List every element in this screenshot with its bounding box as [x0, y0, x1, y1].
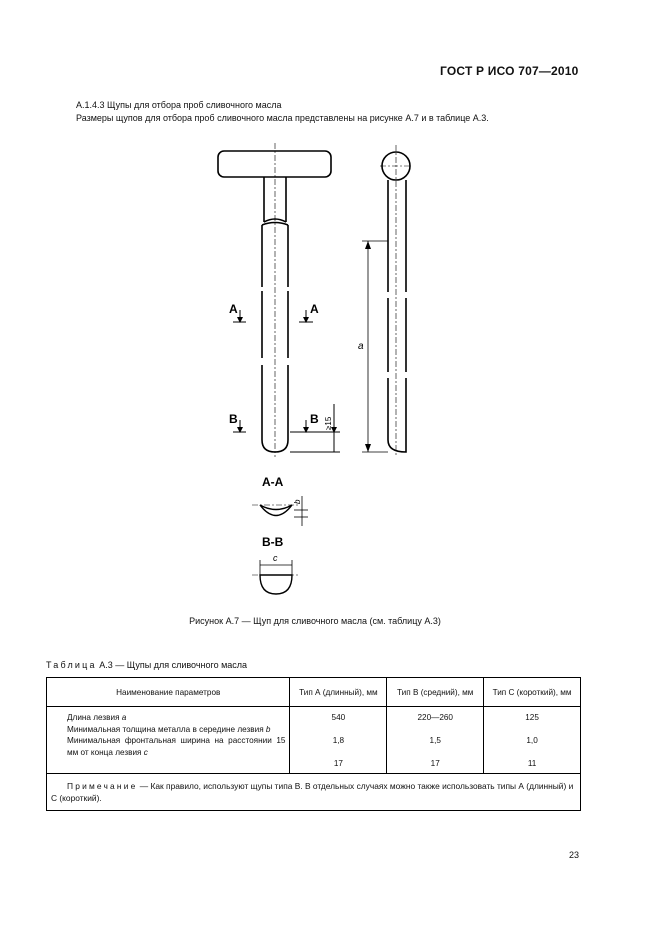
- section-aa-shape: [252, 505, 300, 516]
- section-bb-shape: [252, 575, 300, 594]
- section-text: Размеры щупов для отбора проб сливочного масла представлены на рисунке А.7 и в таблице А.3.: [76, 113, 489, 123]
- header-type-c: Тип С (короткий), мм: [484, 678, 581, 707]
- handle-bar: [218, 151, 331, 177]
- note-text: — Как правило, используют щупы типа В. В отдельных случаях можно также использовать типы А (длинный) и С (короткий).: [51, 780, 574, 803]
- section-heading: А.1.4.3 Щупы для отбора проб сливочного масла: [76, 100, 282, 110]
- section-bb-title: В-В: [262, 535, 284, 549]
- param-length: Длина лезвия а: [67, 713, 127, 722]
- type-c-values: 125 1,0 11: [484, 707, 581, 774]
- table-note: [47, 773, 581, 810]
- header-type-b: Тип В (средний), мм: [387, 678, 484, 707]
- label-b-right: B: [310, 412, 319, 426]
- type-b-values: 220—260 1,5 17: [387, 707, 484, 774]
- dimension-a-lines: [362, 241, 388, 452]
- table-row: [47, 707, 581, 774]
- dimension-b-label: b: [293, 499, 302, 504]
- table-caption-prefix: Таблица: [46, 660, 97, 670]
- table-header-row: [47, 678, 581, 707]
- dimension-a-label: a: [358, 341, 364, 352]
- table-caption: [46, 660, 247, 670]
- table-note-row: [47, 773, 581, 810]
- section-aa-title: А-А: [262, 475, 284, 489]
- table-caption-title: А.3 — Щупы для сливочного масла: [96, 660, 248, 670]
- label-a-right: A: [310, 302, 319, 316]
- type-a-values: 540 1,8 17: [290, 707, 387, 774]
- page-number: 23: [569, 850, 580, 860]
- param-width: Минимальная фронтальная ширина на расстоянии 15 мм от конца лезвия c: [67, 736, 286, 757]
- arrow-heads: [237, 317, 337, 433]
- parameter-names-cell: [47, 707, 290, 774]
- dimension-15: ≥15: [324, 416, 333, 430]
- param-thickness: Минимальная толщина металла в середине лезвия b: [67, 724, 271, 734]
- document-header: ГОСТ Р ИСО 707—2010: [440, 64, 579, 78]
- dimension-c-label: c: [273, 553, 278, 563]
- header-type-a: Тип А (длинный), мм: [290, 678, 387, 707]
- label-b-left: B: [229, 412, 238, 426]
- header-parameters: Наименование параметров: [47, 678, 290, 707]
- figure-caption: Рисунок А.7 — Щуп для сливочного масла (см. таблицу А.3): [189, 616, 441, 626]
- probe-dimensions-table: [46, 677, 581, 811]
- label-a-left: A: [229, 302, 238, 316]
- note-prefix: Примечание: [67, 780, 138, 791]
